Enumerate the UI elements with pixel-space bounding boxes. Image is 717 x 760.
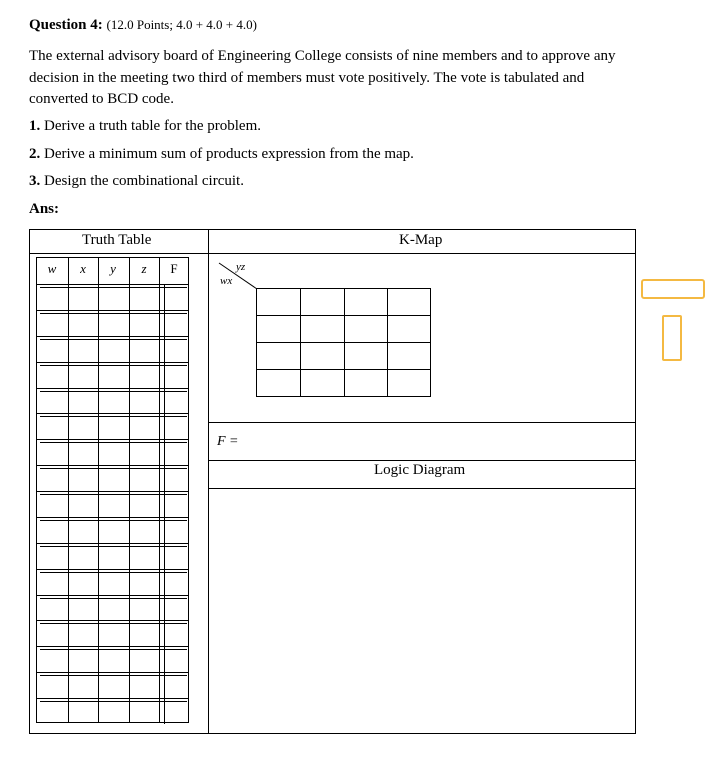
col-header-f: F [170, 261, 178, 276]
col-header-y: y [110, 261, 116, 276]
col-header-z: z [141, 261, 147, 276]
kmap-header: K-Map [399, 232, 443, 248]
col-header-w: w [47, 261, 57, 276]
kmap-row-line [257, 342, 430, 343]
question-number: Question 4: [29, 17, 103, 33]
logic-diagram-header: Logic Diagram [374, 462, 466, 478]
f-equation: F = [217, 434, 239, 449]
answer-input-box-vertical[interactable] [662, 315, 682, 361]
truth-table-header: Truth Table [82, 232, 152, 248]
answer-label: Ans: [29, 201, 60, 217]
step-3-text: Design the combinational circuit. [44, 173, 244, 189]
kmap-row-var: wx [220, 275, 233, 287]
col-header-x: x [80, 261, 86, 276]
question-points: (12.0 Points; 4.0 + 4.0 + 4.0) [106, 17, 257, 32]
answer-input-box[interactable] [641, 279, 705, 299]
question-description: The external advisory board of Engineering College consists of nine members and to approve any decision in the meeting two third of members must vote positively. The vote is tabulated and converted to BCD code. [29, 48, 616, 107]
step-1: 1. Derive a truth table for the problem. [29, 118, 262, 134]
step-2-text: Derive a minimum sum of products expression from the map. [44, 146, 414, 162]
kmap-col-var: yz [236, 261, 246, 273]
kmap-row-line [257, 369, 430, 370]
step-1-text: Derive a truth table for the problem. [44, 118, 262, 134]
kmap-grid [256, 288, 431, 397]
kmap-row-line [257, 315, 430, 316]
step-3: 3. Design the combinational circuit. [29, 173, 244, 189]
step-2: 2. Derive a minimum sum of products expression from the map. [29, 146, 414, 162]
